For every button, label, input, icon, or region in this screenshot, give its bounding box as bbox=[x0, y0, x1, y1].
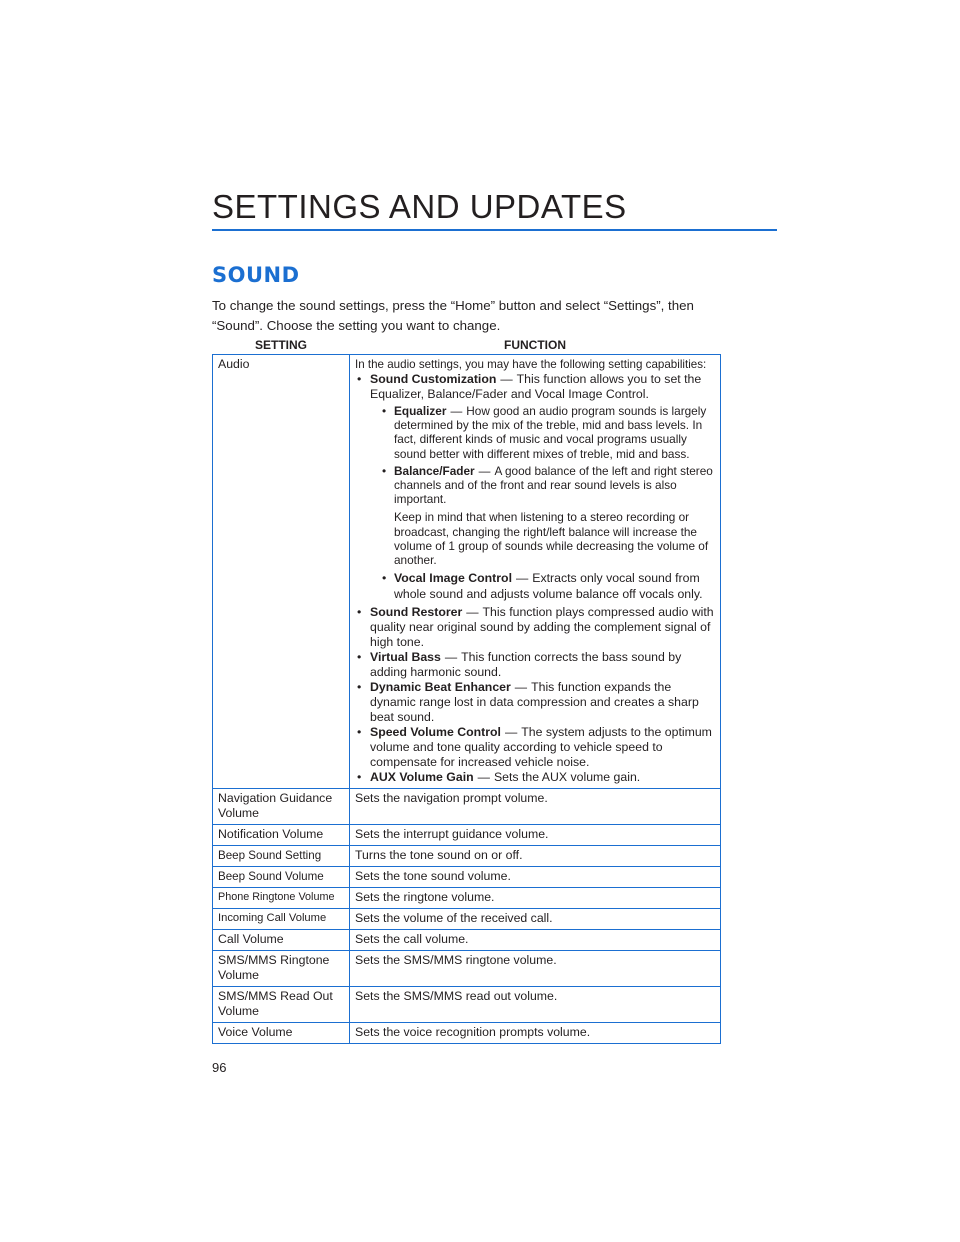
dash: — bbox=[500, 372, 513, 386]
audio-intro-text: In the audio settings, you may have the following setting capabilities: bbox=[355, 358, 707, 371]
function-cell: Sets the ringtone volume. bbox=[350, 888, 721, 909]
table-row bbox=[213, 888, 721, 909]
list-item-balance-fader bbox=[380, 464, 716, 567]
function-cell: Sets the navigation prompt volume. bbox=[350, 789, 721, 825]
function-cell: Turns the tone sound on or off. bbox=[350, 846, 721, 867]
function-cell: Sets the tone sound volume. bbox=[350, 867, 721, 888]
audio-capability-list bbox=[355, 372, 716, 785]
dash: — bbox=[466, 605, 479, 620]
table-row bbox=[213, 1023, 721, 1044]
description: This function allows you to set the Equalizer, Balance/Fader and Vocal Image Control. bbox=[370, 372, 702, 401]
header-function: FUNCTION bbox=[350, 336, 721, 355]
term-label: Equalizer bbox=[394, 404, 447, 418]
dash: — bbox=[477, 770, 490, 785]
dash: — bbox=[444, 650, 458, 665]
table-header-row bbox=[213, 336, 721, 355]
setting-cell: SMS/MMS Read Out Volume bbox=[213, 987, 350, 1023]
dash: — bbox=[450, 404, 463, 418]
setting-cell: SMS/MMS Ringtone Volume bbox=[213, 951, 350, 987]
table-row-audio bbox=[213, 355, 721, 789]
description: This function plays compressed audio with quality near original sound by adding the complement signal of high tone. bbox=[370, 605, 714, 650]
term-label: Virtual Bass bbox=[370, 650, 441, 665]
list-item-dynamic-beat bbox=[355, 680, 716, 725]
table-row bbox=[213, 987, 721, 1023]
function-cell: Sets the interrupt guidance volume. bbox=[350, 825, 721, 846]
table-row bbox=[213, 930, 721, 951]
table-row bbox=[213, 867, 721, 888]
header-setting: SETTING bbox=[213, 336, 350, 355]
function-cell: Sets the SMS/MMS read out volume. bbox=[350, 987, 721, 1023]
function-cell: Sets the voice recognition prompts volume. bbox=[350, 1023, 721, 1044]
description: Sets the AUX volume gain. bbox=[493, 770, 641, 785]
description: This function corrects the bass sound by adding harmonic sound. bbox=[370, 650, 682, 680]
sound-customization-sublist bbox=[370, 404, 716, 602]
setting-cell: Voice Volume bbox=[213, 1023, 350, 1044]
list-item-sound-customization bbox=[355, 372, 716, 602]
description: A good balance of the left and right stereo channels and of the front and rear sound levels is also important. bbox=[394, 463, 713, 507]
function-cell bbox=[350, 355, 721, 789]
list-item-virtual-bass bbox=[355, 650, 716, 680]
list-item-aux-gain bbox=[355, 770, 716, 785]
setting-cell: Audio bbox=[213, 355, 350, 789]
section-title-rule bbox=[212, 229, 777, 231]
setting-cell: Beep Sound Setting bbox=[213, 846, 350, 867]
dash: — bbox=[514, 680, 528, 695]
description: The system adjusts to the optimum volume and tone quality according to vehicle speed to compensate for increased vehicle noise. bbox=[370, 725, 712, 770]
dash: — bbox=[515, 571, 529, 586]
setting-cell: Navigation Guidance Volume bbox=[213, 789, 350, 825]
intro-paragraph: To change the sound settings, press the “Home” button and select “Settings”, then “Sound”. Choose the setting you want to change. bbox=[212, 298, 694, 333]
table-row bbox=[213, 825, 721, 846]
function-cell: Sets the volume of the received call. bbox=[350, 909, 721, 930]
term-label: Sound Customization bbox=[370, 372, 497, 386]
setting-cell: Call Volume bbox=[213, 930, 350, 951]
description: Extracts only vocal sound from whole sound and adjusts volume balance off vocals only. bbox=[394, 571, 703, 602]
term-label: AUX Volume Gain bbox=[370, 770, 474, 785]
setting-cell: Incoming Call Volume bbox=[213, 909, 350, 930]
table-row bbox=[213, 951, 721, 987]
setting-cell: Notification Volume bbox=[213, 825, 350, 846]
term-label: Balance/Fader bbox=[394, 463, 475, 478]
sound-settings-table bbox=[212, 336, 721, 1044]
term-label: Sound Restorer bbox=[370, 605, 463, 620]
dash: — bbox=[504, 725, 518, 740]
list-item-sound-restorer bbox=[355, 605, 716, 650]
setting-cell: Beep Sound Volume bbox=[213, 867, 350, 888]
table-row bbox=[213, 909, 721, 930]
description: This function expands the dynamic range lost in data compression and creates a sharp beat sound. bbox=[370, 680, 699, 725]
page-number: 96 bbox=[212, 1060, 227, 1075]
dash: — bbox=[478, 463, 491, 478]
section-title: SETTINGS AND UPDATES bbox=[212, 188, 627, 225]
table-row bbox=[213, 789, 721, 825]
term-label: Speed Volume Control bbox=[370, 725, 501, 740]
list-item-speed-volume bbox=[355, 725, 716, 770]
function-cell: Sets the SMS/MMS ringtone volume. bbox=[350, 951, 721, 987]
list-item-vocal-image bbox=[380, 570, 716, 602]
function-cell: Sets the call volume. bbox=[350, 930, 721, 951]
list-item-equalizer bbox=[380, 404, 716, 461]
table-row bbox=[213, 846, 721, 867]
description: How good an audio program sounds is largely determined by the mix of the treble, mid and bass levels. In fact, different kinds of music and vocal programs usually sound better with different mixes of treble, mid and bass. bbox=[394, 404, 707, 461]
term-label: Dynamic Beat Enhancer bbox=[370, 680, 511, 695]
setting-cell: Phone Ringtone Volume bbox=[213, 888, 350, 909]
balance-note: Keep in mind that when listening to a stereo recording or broadcast, changing the right/left balance will increase the volume of 1 group of sounds while decreasing the volume of another. bbox=[394, 510, 709, 568]
page-heading: SOUND bbox=[212, 263, 300, 287]
term-label: Vocal Image Control bbox=[394, 571, 512, 586]
